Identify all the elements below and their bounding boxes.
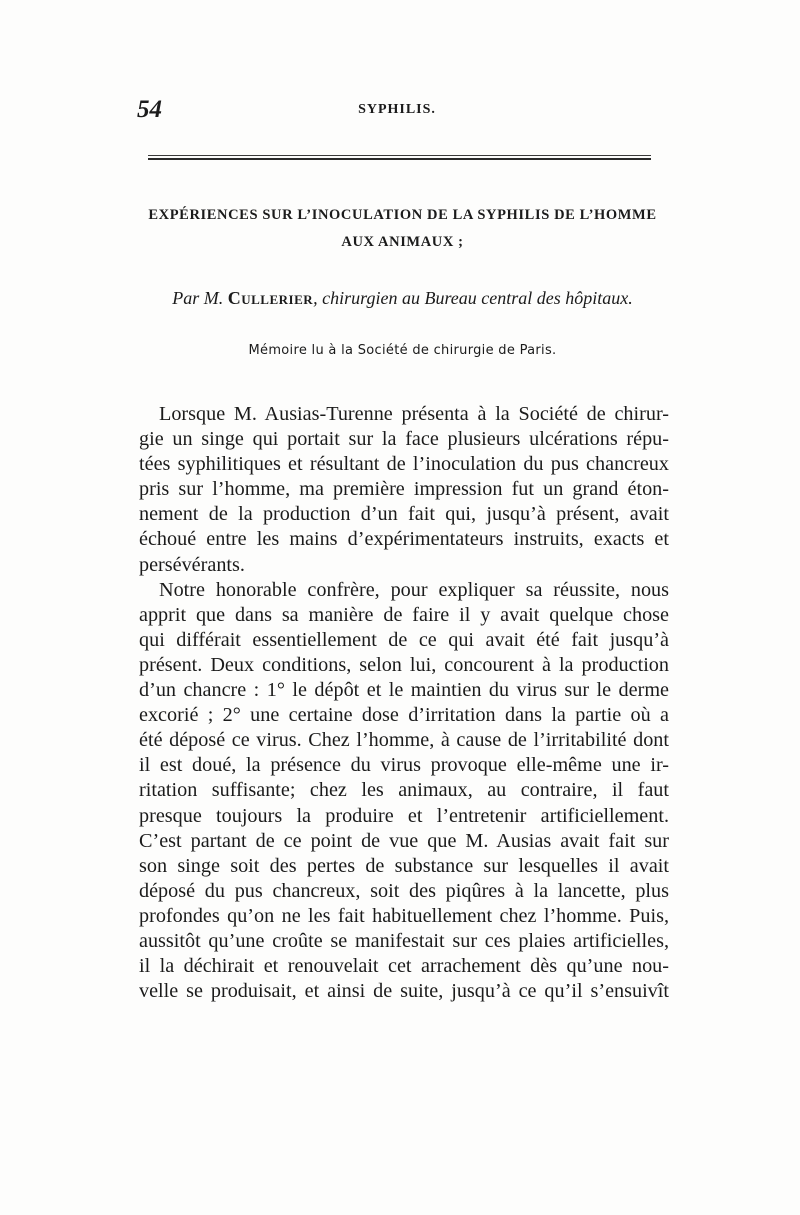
- body-line: nement de la production d’un fait qui, jusqu’à présent, avait: [139, 503, 669, 526]
- body-line: il la déchirait et renouvelait cet arrachement dès qu’une nou-: [139, 955, 669, 978]
- body-line: profondes qu’on ne les fait habituellement chez l’homme. Puis,: [139, 904, 669, 927]
- body-line: tées syphilitiques et résultant de l’inoculation du pus chancreux: [139, 453, 669, 476]
- body-line: persévérants.: [139, 553, 245, 576]
- body-line: velle se produisait, et ainsi de suite, jusqu’à ce qu’il s’ensuivît: [139, 980, 669, 1003]
- body-line: presque toujours la produire et l’entretenir artificiellement.: [139, 804, 669, 827]
- body-line: Notre honorable confrère, pour expliquer sa réussite, nous: [159, 578, 669, 601]
- body-line: ritation suffisante; chez les animaux, au contraire, il faut: [139, 779, 669, 802]
- body-line: présent. Deux conditions, selon lui, concourent à la production: [139, 653, 669, 676]
- memoir-subtitle: Mémoire lu à la Société de chirurgie de Paris.: [248, 343, 557, 358]
- running-title: SYPHILIS.: [358, 102, 436, 117]
- article-title: [130, 202, 675, 256]
- body-line: C’est partant de ce point de vue que M. Ausias avait fait sur: [139, 829, 669, 852]
- page-number: 54: [137, 96, 162, 123]
- body-line: apprit que dans sa manière de faire il y avait quelque chose: [139, 603, 669, 626]
- body-line: déposé du pus chancreux, soit des piqûres à la lancette, plus: [139, 879, 669, 902]
- article-title-line-1: EXPÉRIENCES SUR L’INOCULATION DE LA SYPHILIS DE L’HOMME: [148, 207, 657, 223]
- article-title-line-2: AUX ANIMAUX ;: [341, 234, 464, 250]
- body-line: échoué entre les mains d’expérimentateurs instruits, exacts et: [139, 528, 669, 551]
- byline: [130, 288, 675, 309]
- body-line: d’un chancre : 1° le dépôt et le maintien du virus sur le derme: [139, 679, 669, 702]
- double-rule-divider: [148, 155, 651, 160]
- body-line: excorié ; 2° une certaine dose d’irritation dans la partie où a: [139, 704, 669, 727]
- body-line: Lorsque M. Ausias-Turenne présenta à la Société de chirur-: [159, 403, 669, 425]
- body-line: son singe soit des pertes de substance sur lesquelles il avait: [139, 854, 669, 877]
- rule-thick-line: [148, 158, 651, 160]
- rule-thin-line: [148, 155, 651, 156]
- body-line: gie un singe qui portait sur la face plusieurs ulcérations répu-: [139, 428, 669, 451]
- byline-role: , chirurgien au Bureau central des hôpitaux.: [313, 288, 633, 308]
- body-line: aussitôt qu’une croûte se manifestait sur ces plaies artificielles,: [139, 929, 669, 952]
- body-line: il est doué, la présence du virus provoque elle-même une ir-: [139, 754, 669, 777]
- body-line: pris sur l’homme, ma première impression fut un grand éton-: [139, 478, 669, 501]
- body-line: été déposé ce virus. Chez l’homme, à cause de l’irritabilité dont: [139, 729, 669, 752]
- byline-author: Cullerier: [227, 288, 314, 308]
- byline-prefix: Par M.: [172, 288, 224, 308]
- running-head: [137, 96, 657, 126]
- body-line: qui différait essentiellement de ce qui avait été fait jusqu’à: [139, 628, 669, 651]
- body-text: [139, 402, 669, 1004]
